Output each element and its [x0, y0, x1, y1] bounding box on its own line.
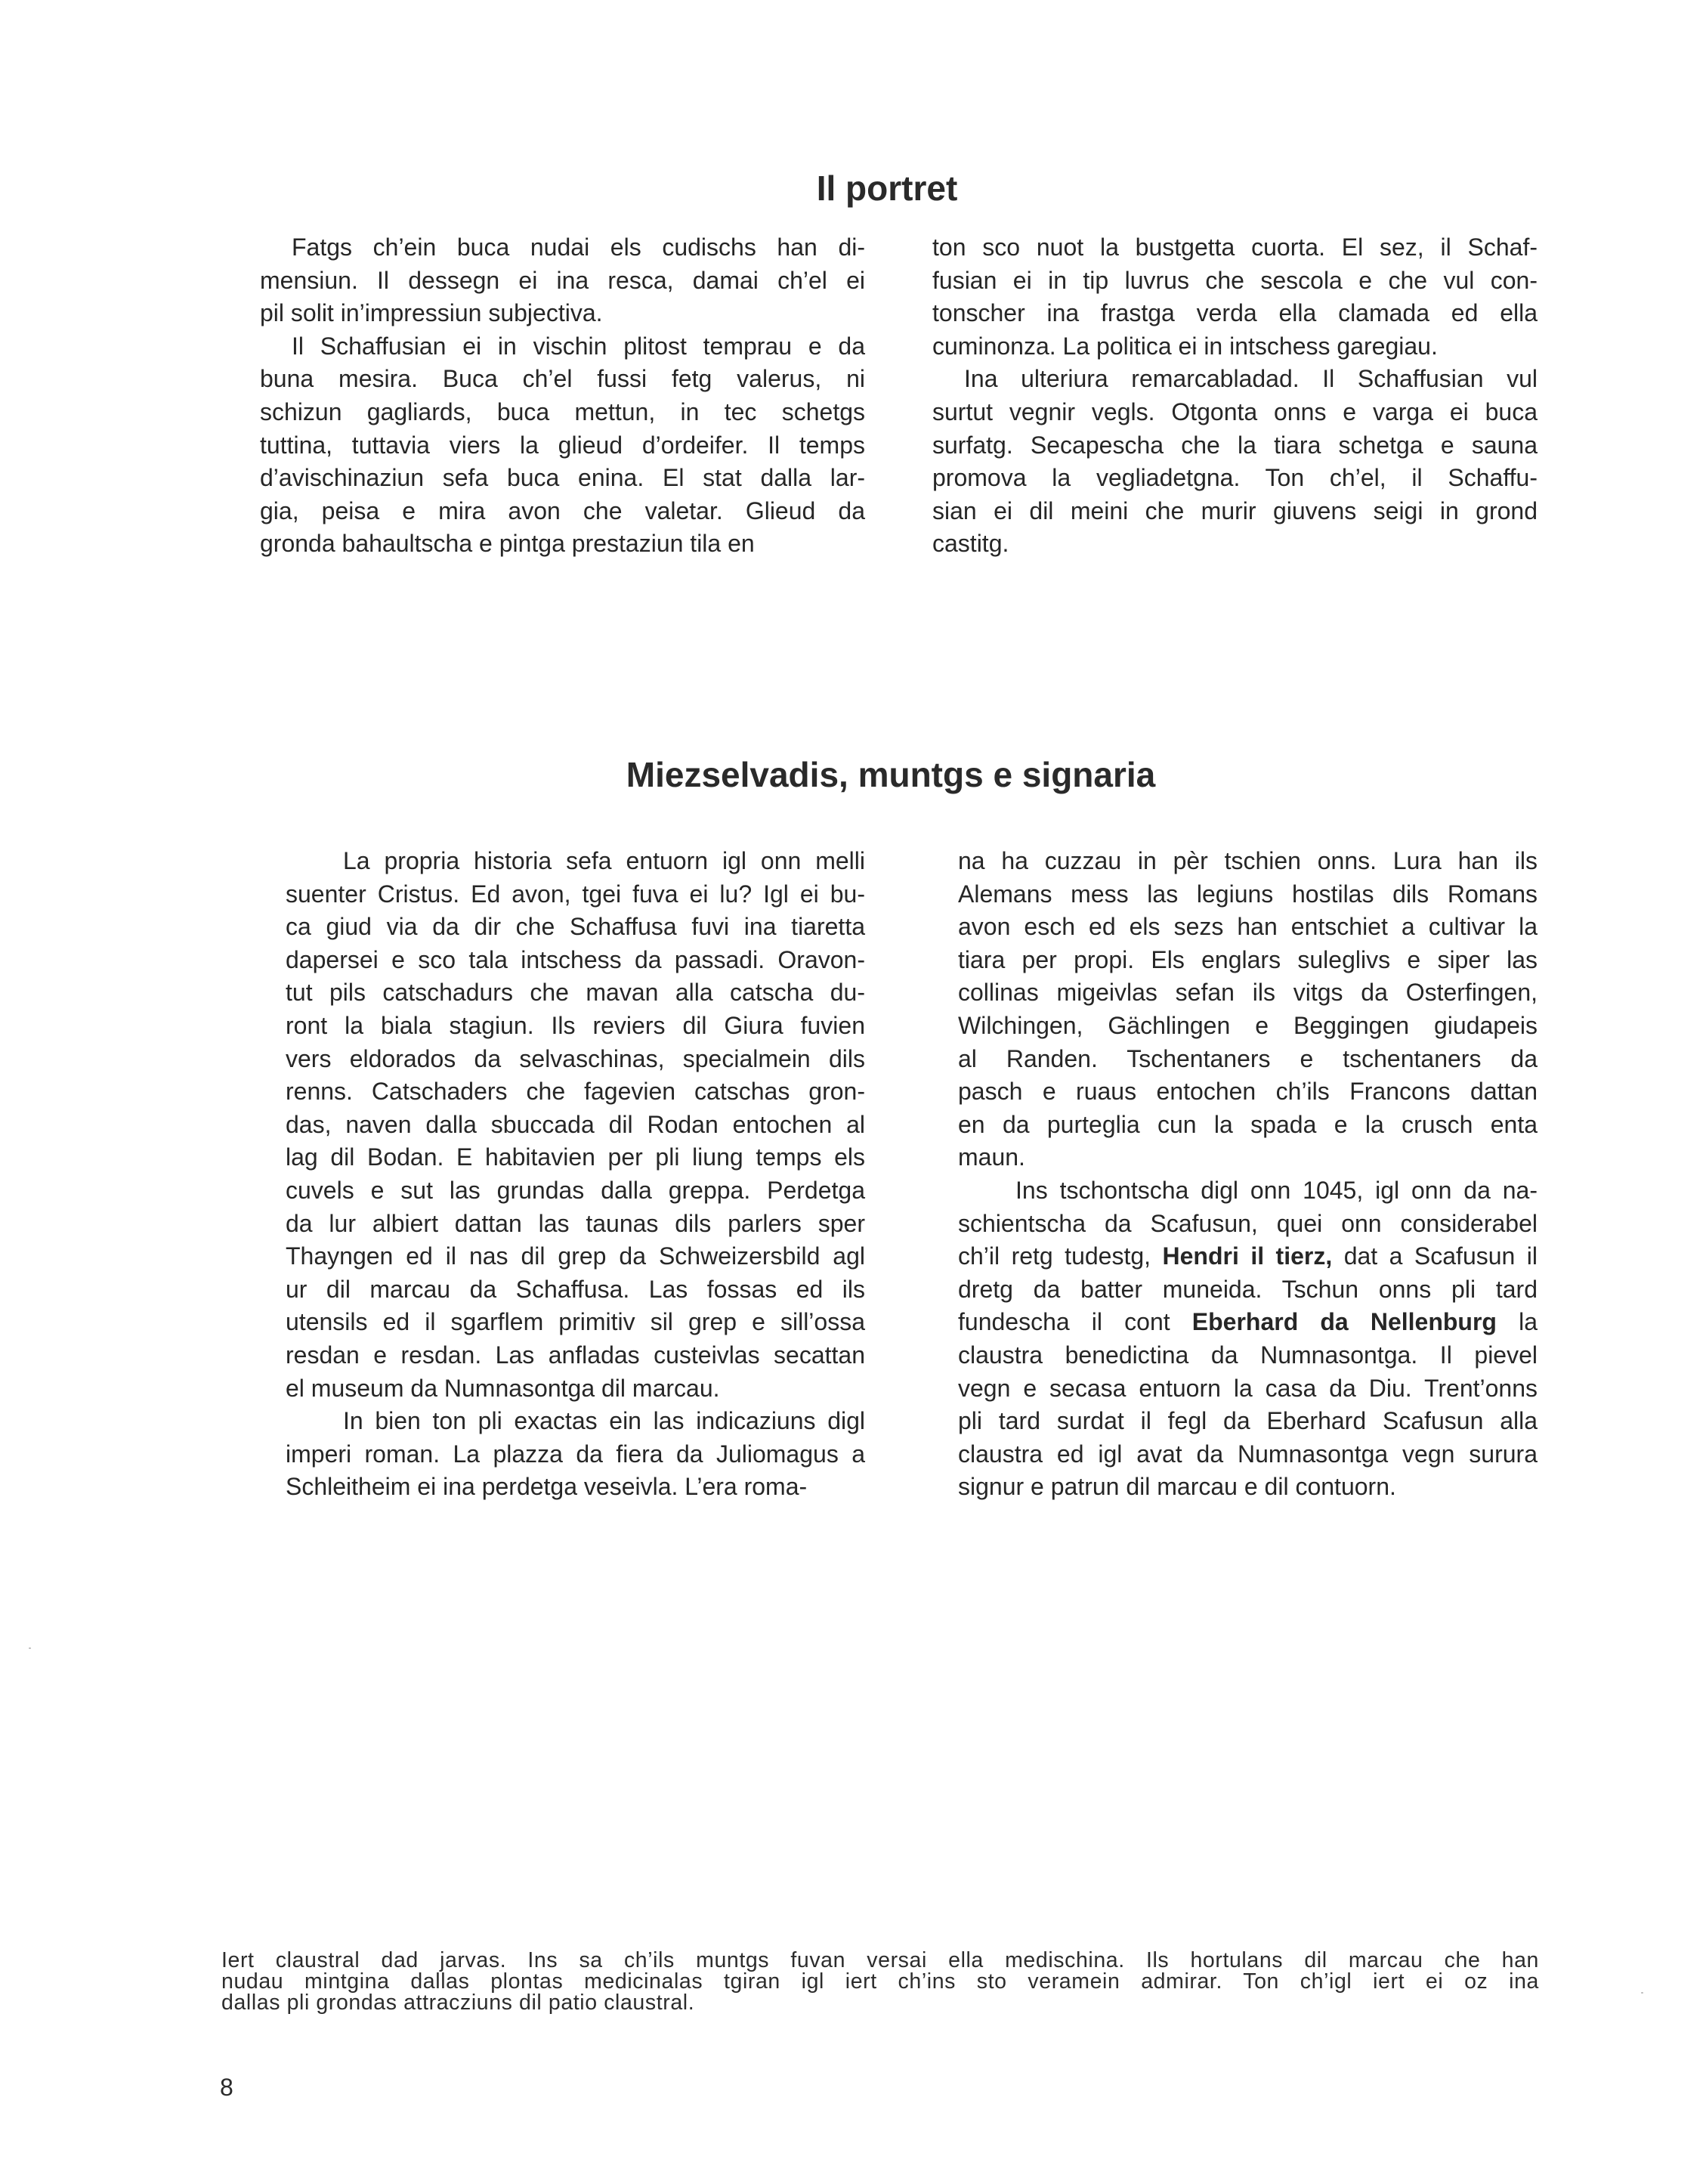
text-line: pil solit in’impressiun subjectiva. [260, 299, 603, 327]
text-line: dapersei e sco tala intschess da passadi. Oravon- [286, 945, 865, 973]
image-caption [221, 1950, 1539, 2013]
bold-name: Hendri il tierz, [1162, 1242, 1333, 1270]
text-line: imperi roman. La plazza da fiera da Juliomagus a [286, 1440, 865, 1468]
text-line: al Randen. Tschentaners e tschentaners da [958, 1044, 1538, 1072]
text-line: das, naven dalla sbuccada dil Rodan entochen al [286, 1110, 865, 1138]
text-line: ca giud via da dir che Schaffusa fuvi ina tiaretta [286, 913, 865, 941]
text-line: da lur albiert dattan las taunas dils parlers sper [286, 1209, 865, 1237]
text-line: Ina ulteriura remarcabladad. Il Schaffusian vul [964, 365, 1538, 393]
paragraph [228, 231, 865, 330]
text-line: renns. Catschaders che fagevien catschas gron- [286, 1078, 865, 1106]
text-line: mensiun. Il dessegn ei ina resca, damai ch’el ei [260, 266, 865, 294]
text-column-left [228, 845, 865, 1504]
text-line: ront la biala stagiun. Ils reviers dil Giura fuvien [286, 1011, 865, 1039]
text-line: gronda bahaultscha e pintga prestaziun tila en [260, 530, 755, 558]
text-line: cuvels e sut las grundas dalla greppa. Perdetga [286, 1176, 865, 1204]
text-line: claustra benedictina da Numnasontga. Il pievel [958, 1341, 1538, 1369]
text-line: na ha cuzzau in pèr tschien onns. Lura han ils [958, 847, 1538, 874]
text-line: fundescha il cont Eberhard da Nellenburg la [958, 1308, 1538, 1336]
text-line: ur dil marcau da Schaffusa. Las fossas ed ils [286, 1275, 865, 1303]
text-line: dretg da batter muneida. Tschun onns pli tard [958, 1275, 1538, 1303]
text-line: sian ei dil meini che murir giuvens seigi in grond [932, 497, 1538, 524]
text-line: schizun gagliards, buca mettun, in tec schetgs [260, 398, 865, 425]
text-line: Wilchingen, Gächlingen e Beggingen giudapeis [958, 1011, 1538, 1039]
text-line: La propria historia sefa entuorn igl onn melli [343, 847, 865, 874]
text-line: pli tard surdat il fegl da Eberhard Scafusun alla [958, 1407, 1538, 1435]
text-line: utensils ed il sgarflem primitiv sil grep e sill’ossa [286, 1308, 865, 1336]
text-line: Alemans mess las legiuns hostilas dils Romans [958, 880, 1538, 908]
text-line: vegn e secasa entuorn la casa da Diu. Trent’onns [958, 1374, 1538, 1402]
bold-name: Eberhard da Nellenburg [1191, 1308, 1497, 1336]
text-line: tonscher ina frastga verda ella clamada ed ella [932, 299, 1538, 327]
text-line: tuttina, tuttavia viers la glieud d’ordeifer. Il temps [260, 431, 865, 459]
text-line: ton sco nuot la bustgetta cuorta. El sez, il Schaf- [932, 234, 1538, 261]
text-line: ch’il retg tudestg, Hendri il tierz, dat a Scafusun il [958, 1242, 1538, 1270]
paragraph [901, 1174, 1538, 1504]
text-line: cuminonza. La politica ei in intschess garegiau. [932, 332, 1438, 360]
text-line: tut pils catschadurs che mavan alla catscha du- [286, 979, 865, 1007]
section-title: Miezselvadis, muntgs e signaria [626, 755, 1156, 794]
paragraph [901, 845, 1538, 1174]
text-line: In bien ton pli exactas ein las indicaziuns digl [343, 1407, 865, 1435]
caption-line: nudau mintgina dallas plontas medicinalas tgiran igl iert ch’ins sto veramein admirar. Ton ch’igl iert ei oz ina [221, 1969, 1539, 1994]
caption-line: Iert claustral dad jarvas. Ins sa ch’ils muntgs fuvan versai ella medischina. Ils hortulans dil marcau che han [221, 1948, 1539, 1972]
text-line: Il Schaffusian ei in vischin plitost temprau e da [292, 332, 865, 360]
text-line: Fatgs ch’ein buca nudai els cudischs han di- [292, 234, 865, 261]
text-line: suenter Cristus. Ed avon, tgei fuva ei lu? Igl ei bu- [286, 880, 865, 908]
text-line: fusian ei in tip luvrus che sescola e che vul con- [932, 266, 1538, 294]
page-number: 8 [220, 2074, 233, 2101]
text-column-right [901, 845, 1538, 1504]
text-column-left [228, 231, 865, 561]
text-line: gia, peisa e mira avon che valetar. Glieud da [260, 497, 865, 524]
text-line: resdan e resdan. Las anfladas custeivlas secattan [286, 1341, 865, 1369]
text-line: claustra ed igl avat da Numnasontga vegn surura [958, 1440, 1538, 1468]
text-line: Schleitheim ei ina perdetga veseivla. L’era roma- [286, 1473, 808, 1501]
section-title: Il portret [816, 169, 958, 208]
text-line: surfatg. Secapescha che la tiara schetga e sauna [932, 431, 1538, 459]
text-line: el museum da Numnasontga dil marcau. [286, 1374, 720, 1402]
text-line: castitg. [932, 530, 1009, 558]
text-line: avon esch ed els sezs han entschiet a cultivar la [958, 913, 1538, 941]
paragraph [228, 845, 865, 1405]
text-line: schientscha da Scafusun, quei onn considerabel [958, 1209, 1538, 1237]
text-line: maun. [958, 1143, 1025, 1171]
text-line: d’avischinaziun sefa buca enina. El stat dalla lar- [260, 464, 865, 492]
text-line: Ins tschontscha digl onn 1045, igl onn da na- [1015, 1176, 1538, 1204]
text-line: Thayngen ed il nas dil grep da Schweizersbild agl [286, 1242, 865, 1270]
scan-speck [29, 1647, 31, 1649]
text-line: signur e patrun dil marcau e dil contuorn. [958, 1473, 1396, 1501]
paragraph [228, 330, 865, 561]
paragraph [228, 1405, 865, 1504]
text-line: en da purteglia cun la spada e la crusch enta [958, 1110, 1538, 1138]
paragraph [901, 363, 1538, 561]
text-line: lag dil Bodan. E habitavien per pli liung temps els [286, 1143, 865, 1171]
text-line: vers eldorados da selvaschinas, specialmein dils [286, 1044, 865, 1072]
text-line: promova la vegliadetgna. Ton ch’el, il Schaffu- [932, 464, 1538, 492]
text-line: collinas migeivlas sefan ils vitgs da Osterfingen, [958, 979, 1538, 1007]
text-line: pasch e ruaus entochen ch’ils Francons dattan [958, 1078, 1538, 1106]
text-column-right [901, 231, 1538, 561]
text-line: surtut vegnir vegls. Otgonta onns e varga ei buca [932, 398, 1538, 425]
paragraph [901, 231, 1538, 363]
scan-speck [1641, 1992, 1643, 1994]
text-line: tiara per propi. Els englars suleglivs e siper las [958, 945, 1538, 973]
text-line: buna mesira. Buca ch’el fussi fetg valerus, ni [260, 365, 865, 393]
caption-line: dallas pli grondas attracziuns dil patio claustral. [221, 1991, 695, 2015]
